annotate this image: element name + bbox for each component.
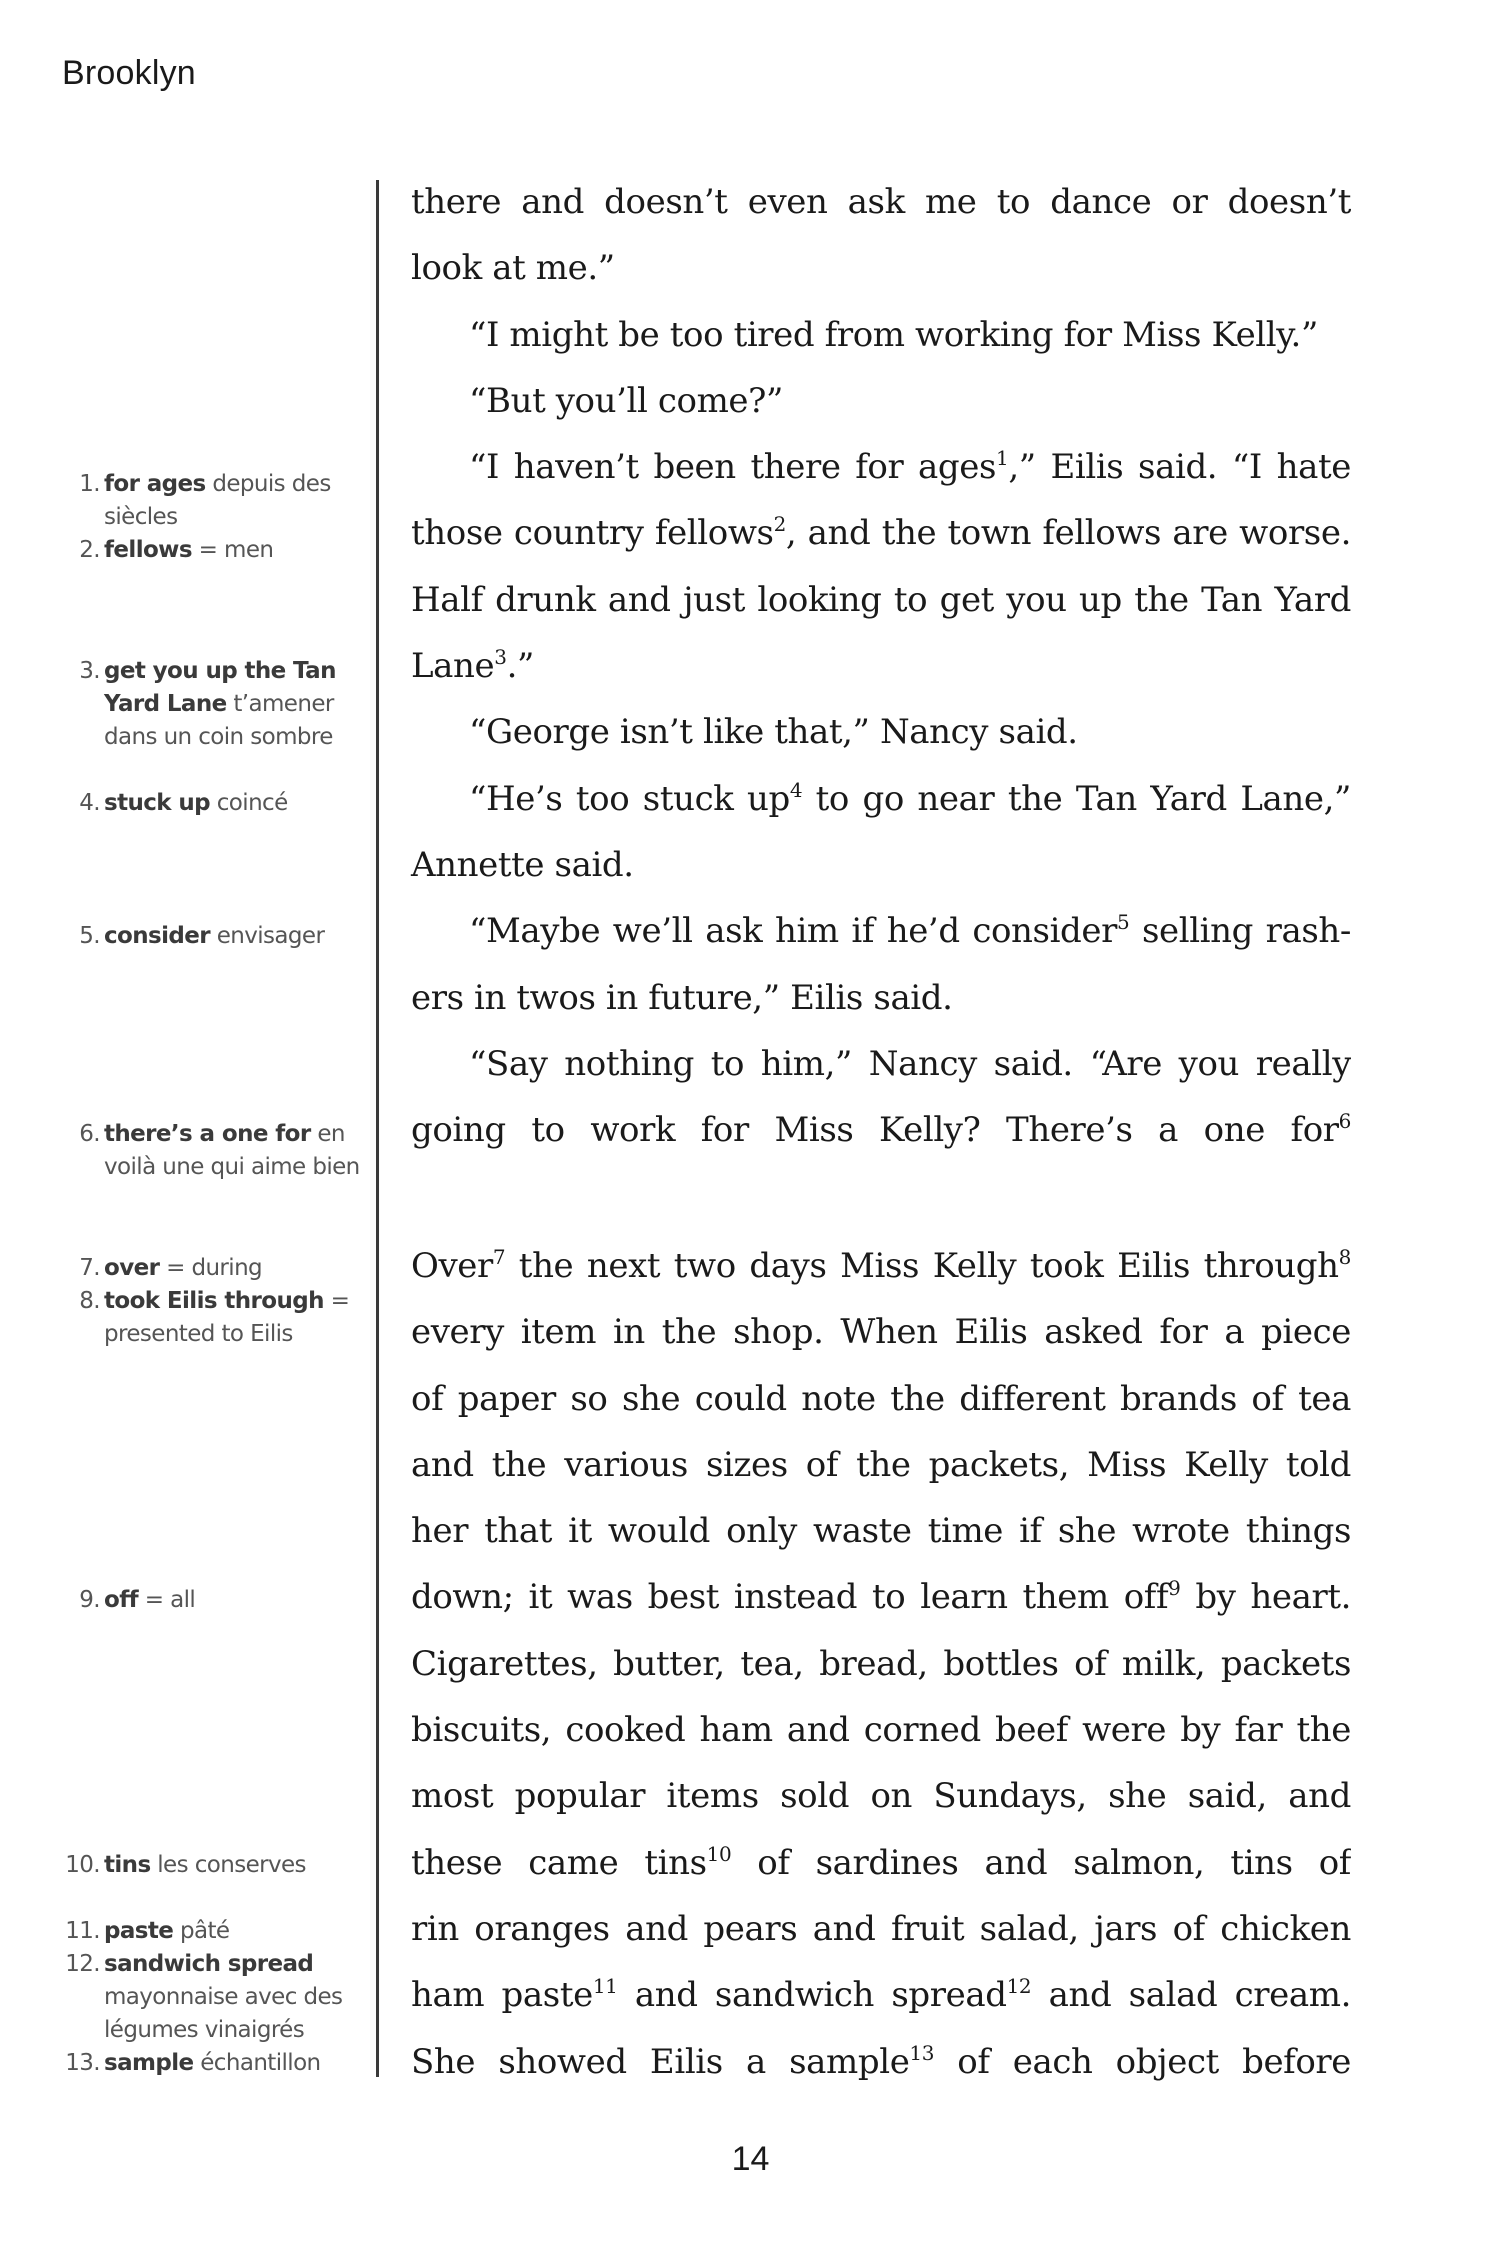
gloss-entry: 10. tins les conserves	[65, 1852, 306, 1878]
text-line: of paper so she could note the different brands of tea	[411, 1378, 1351, 1419]
glossary-11-13	[40, 1915, 365, 2080]
gloss-entry: 8. took Eilis through = presented to Eilis	[79, 1288, 350, 1347]
running-head: Brooklyn	[62, 54, 196, 92]
text-line: Cigarettes, butter, tea, bread, bottles of milk, packets	[411, 1643, 1351, 1684]
text-line: “But you’ll come?”	[469, 380, 783, 421]
text-line: these came tins$^{10}$ of sardines and salmon, tins of	[411, 1841, 1351, 1883]
text-line: Lane$^3$.”	[411, 645, 534, 687]
gloss-entry: 12. sandwich spread mayonnaise avec des légumes vinaigrés	[65, 1951, 343, 2043]
glossary-3	[40, 655, 365, 754]
text-line: Over$^7$ the next two days Miss Kelly took Eilis through$^8$	[411, 1245, 1351, 1286]
gloss-entry: 13. sample échantillon	[65, 2050, 321, 2076]
text-line: “I haven’t been there for ages$^1$,” Eilis said. “I hate	[469, 446, 1351, 488]
text-line: She showed Eilis a sample$^{13}$ of each object before	[411, 2040, 1351, 2082]
text-line: those country fellows$^2$, and the town fellows are worse.	[411, 512, 1351, 554]
gloss-entry: 2. fellows = men	[79, 537, 274, 563]
text-line: every item in the shop. When Eilis asked for a piece	[411, 1312, 1351, 1353]
text-line: “Say nothing to him,” Nancy said. “Are you really	[469, 1043, 1351, 1084]
gloss-entry: 5. consider envisager	[79, 923, 325, 949]
glossary-7-8	[40, 1252, 365, 1351]
text-line: ham paste$^{11}$ and sandwich spread$^{12}$ and salad cream.	[411, 1974, 1351, 2016]
text-line: “He’s too stuck $up^4$ to go near the Tan Yard Lane,”	[469, 777, 1351, 819]
glossary-4	[40, 787, 365, 820]
text-line: her that it would only waste time if she wrote things	[411, 1511, 1351, 1552]
text-line: look at me.”	[411, 248, 615, 289]
gloss-entry: 11. paste pâté	[65, 1918, 230, 1944]
text-line: down; it was best instead to learn them off$^9$ by heart.	[411, 1576, 1351, 1618]
text-line: “George isn’t like that,” Nancy said.	[469, 712, 1078, 753]
main-text-upper	[411, 169, 1351, 1163]
text-line: there and doesn’t even ask me to dance or doesn’t	[411, 182, 1351, 222]
gloss-entry: 9. off = all	[79, 1587, 196, 1613]
gloss-entry: 6. there’s a one for en voilà une qui aime bien	[79, 1121, 360, 1180]
text-line: biscuits, cooked ham and corned beef were by far the	[411, 1710, 1351, 1751]
glossary-5	[40, 920, 365, 953]
main-text-lower	[411, 1233, 1351, 2095]
page-number: 14	[731, 2140, 770, 2178]
text-line: rin oranges and pears and fruit salad, jars of chicken	[411, 1908, 1351, 1949]
text-line: ers in twos in future,” Eilis said.	[411, 977, 953, 1018]
text-line: “Maybe we’ll ask him if he’d consider$^5$ selling rash-	[469, 910, 1351, 952]
glossary-1-2	[40, 468, 365, 567]
gloss-entry: 4. stuck up coincé	[79, 790, 288, 816]
column-rule	[376, 180, 379, 2077]
text-line: going to work for Miss Kelly? There’s a one for$^6$	[411, 1109, 1351, 1151]
glossary-10	[40, 1849, 365, 1882]
text-line: Annette said.	[411, 844, 634, 885]
gloss-entry: 7. over = during	[79, 1255, 263, 1281]
text-line: most popular items sold on Sundays, she said, and	[411, 1776, 1351, 1817]
gloss-entry: 1. for ages depuis des siècles	[79, 471, 331, 530]
text-line: “I might be too tired from working for Miss Kelly.”	[469, 314, 1318, 355]
glossary-6	[40, 1118, 365, 1184]
text-line: and the various sizes of the packets, Miss Kelly told	[411, 1444, 1351, 1485]
gloss-entry: 3. get you up the Tan Yard Lane t’amener dans un coin sombre	[79, 658, 336, 750]
text-line: Half drunk and just looking to get you up the Tan Yard	[411, 579, 1351, 620]
glossary-9	[40, 1584, 365, 1617]
